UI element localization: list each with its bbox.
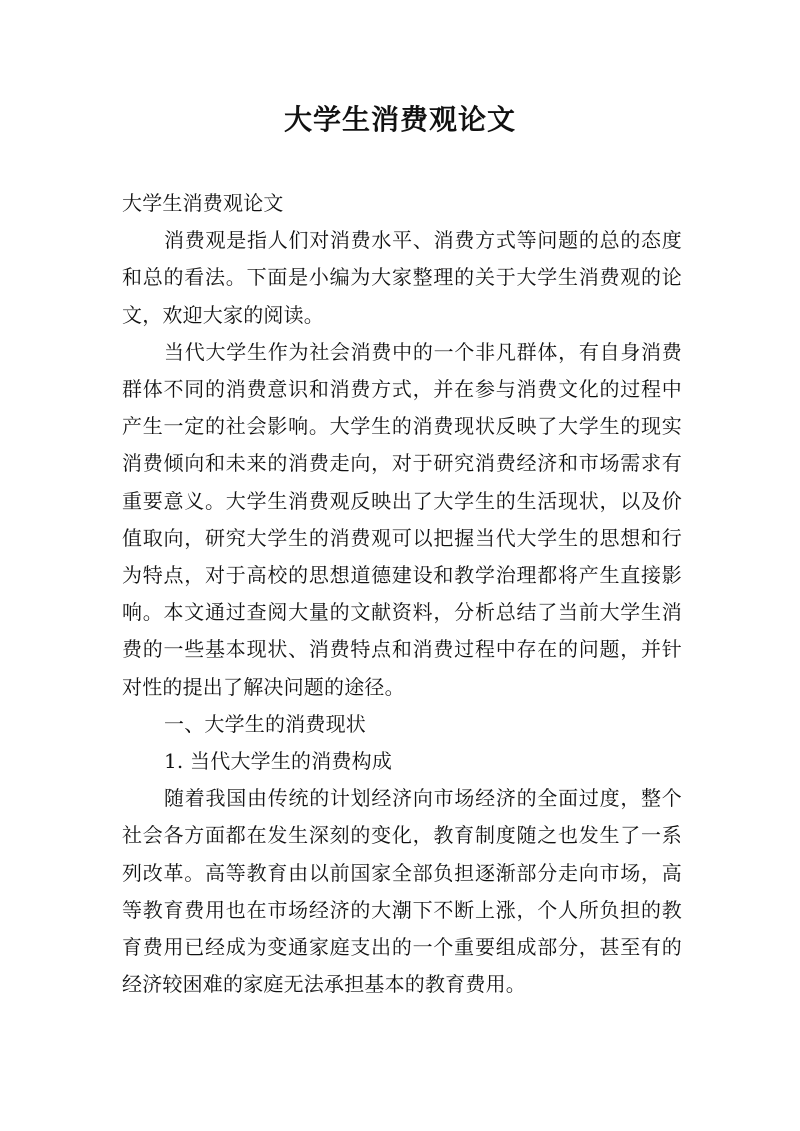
overview-paragraph: 当代大学生作为社会消费中的一个非凡群体，有自身消费群体不同的消费意识和消费方式，并在参与消费文化的过程中产生一定的社会影响。大学生的消费现状反映了大学生的现实消费倾向和未来的消费走向，对于研究消费经济和市场需求有重要意义。大学生消费观反映出了大学生的生活现状，以及价值取向，研究大学生的消费观可以把握当代大学生的思想和行为特点，对于高校的思想道德建设和教学治理都将产生直接影响。本文通过查阅大量的文献资料，分析总结了当前大学生消费的一些基本现状、消费特点和消费过程中存在的问题，并针对性的提出了解决问题的途径。 <box>122 339 682 699</box>
intro-paragraph: 消费观是指人们对消费水平、消费方式等问题的总的态度和总的看法。下面是小编为大家整理的关于大学生消费观的论文，欢迎大家的阅读。 <box>122 228 682 327</box>
section-paragraph: 随着我国由传统的计划经济向市场经济的全面过度，整个社会各方面都在发生深刻的变化，教育制度随之也发生了一系列改革。高等教育由以前国家全部负担逐渐部分走向市场，高等教育费用也在市场经济的大潮下不断上涨，个人所负担的教育费用已经成为变通家庭支出的一个重要组成部分，甚至有的经济较困难的家庭无法承担基本的教育费用。 <box>122 786 682 997</box>
document-body <box>122 185 682 1003</box>
subsection-heading: 1. 当代大学生的消费构成 <box>164 749 393 774</box>
subtitle-paragraph: 大学生消费观论文 <box>122 191 284 215</box>
document-title: 大学生消费观论文 <box>283 103 516 136</box>
section-heading: 一、大学生的消费现状 <box>164 711 366 736</box>
